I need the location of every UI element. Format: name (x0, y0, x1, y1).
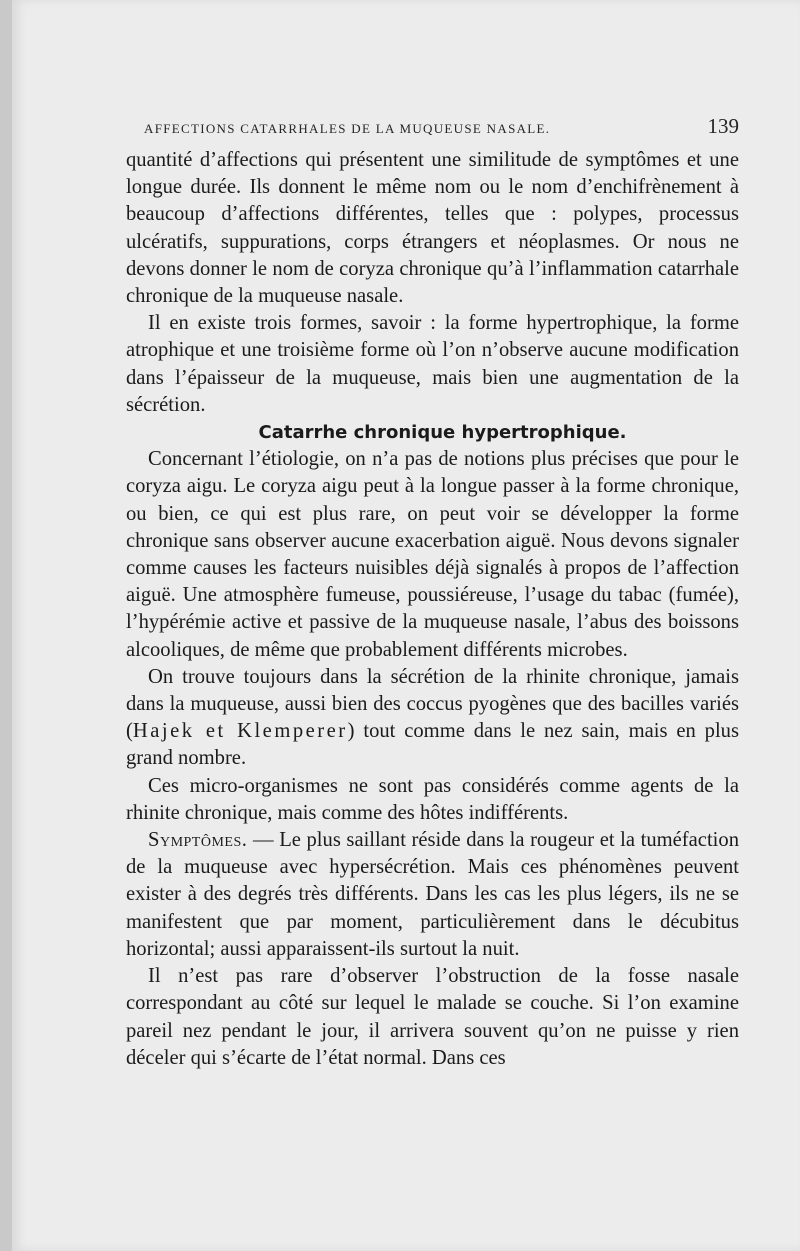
running-title: AFFECTIONS CATARRHALES DE LA MUQUEUSE NASALE. (144, 121, 551, 136)
symptoms-label: Symptômes. (148, 829, 248, 852)
symptoms-text: — Le plus saillant réside dans la rougeur et la tuméfaction de la muqueuse avec hypersécrétion. Mais ces phénomènes peuvent exister à des degrés très différents. Dans les cas les plus légers, ils ne se manifestent que par moment, particulièrement dans le décubitus horizontal; aussi apparaissent-ils surtout la nuit. (126, 829, 739, 960)
running-header (144, 114, 739, 139)
microbes-text-end: ) tout comme dans le nez sain, mais en plus grand nombre. (126, 720, 739, 770)
body-text (126, 147, 739, 1072)
microbes-text-start: On trouve toujours dans la sécrétion de la rhinite chronique, jamais dans la muqueuse, aussi bien des coccus pyogènes que des bacilles variés ( (126, 665, 739, 743)
book-page (12, 0, 800, 1251)
paragraph-microbes (126, 664, 739, 773)
paragraph-obstruction: Il n’est pas rare d’observer l’obstruction de la fosse nasale correspondant au côté sur lequel le malade se couche. Si l’on examine pareil nez pendant le jour, il arrivera souvent qu’on ne puisse y rien déceler qui s’écarte de l’état normal. Dans ces (126, 965, 739, 1069)
paragraph-etiology: Concernant l’étiologie, on n’a pas de notions plus précises que pour le coryza aigu. Le coryza aigu peut à la longue passer à la forme chronique, ou bien, ce qui est plus rare, on peut voir se développer la forme chronique sans observer aucune exacerbation aiguë. Nous devons signaler comme causes les facteurs nuisibles déjà signalés à propos de l’affection aiguë. Une atmosphère fumeuse, poussiéreuse, l’usage du tabac (fumée), l’hypérémie active et passive de la muqueuse nasale, l’abus des boissons alcooliques, de même que probablement différents microbes. (126, 448, 739, 661)
paragraph-organisms: Ces micro-organismes ne sont pas considérés comme agents de la rhinite chronique, mais comme des hôtes indifférents. (126, 774, 739, 824)
paragraph-continuation: quantité d’affections qui présentent une similitude de symptômes et une longue durée. Ils donnent le même nom ou le nom d’enchifrènement à beaucoup d’affections différentes, telles que : polypes, processus ulcératifs, suppurations, corps étrangers et néoplasmes. Or nous ne devons donner le nom de coryza chronique qu’à l’inflammation catarrhale chronique de la muqueuse nasale. (126, 149, 739, 308)
paragraph-symptoms (126, 827, 739, 963)
section-heading: Catarrhe chronique hypertrophique. (258, 422, 627, 444)
page-number: 139 (707, 114, 739, 138)
paragraph-forms: Il en existe trois formes, savoir : la forme hypertrophique, la forme atrophique et une troisième forme où l’on n’observe aucune modification dans l’épaisseur de la muqueuse, mais bien une augmentation de la sécrétion. (126, 312, 739, 416)
cited-authors: Hajek et Klemperer (132, 720, 348, 743)
